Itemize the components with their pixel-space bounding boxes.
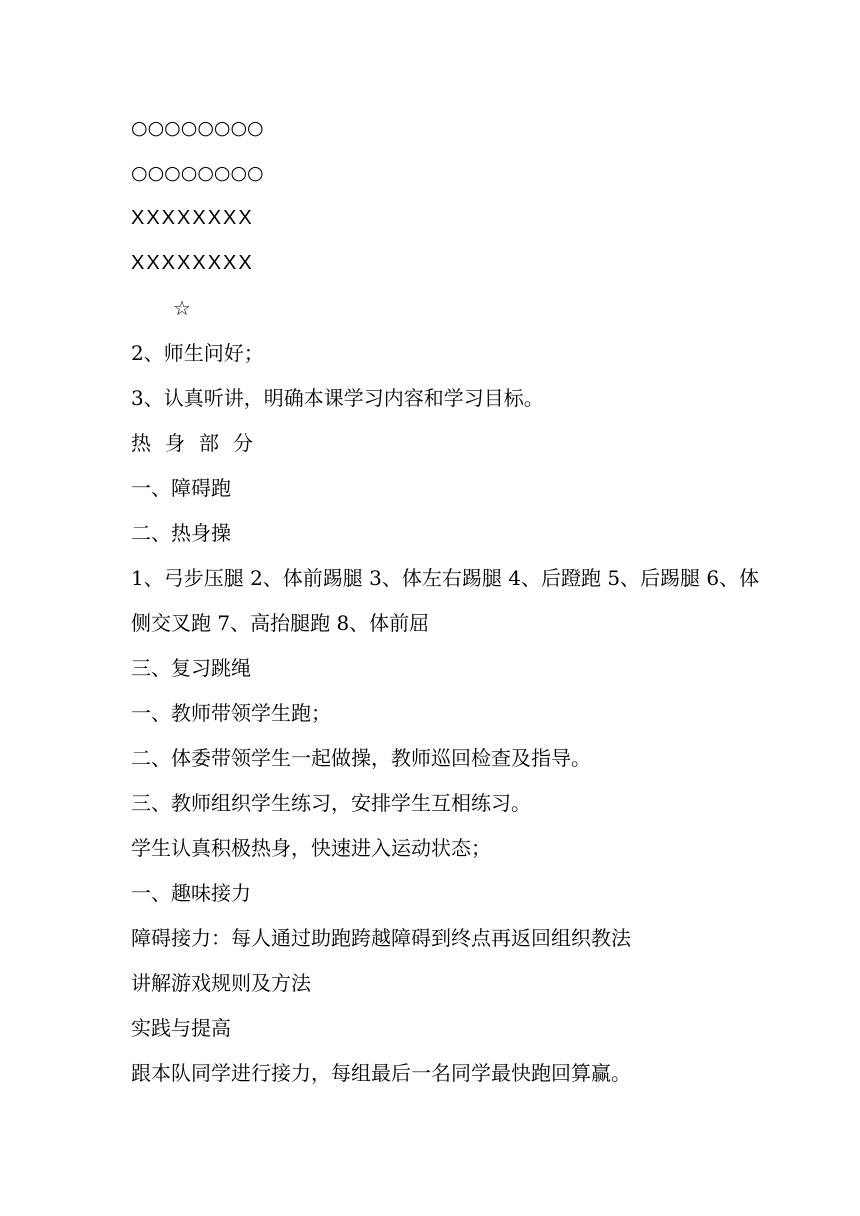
text-line: 二、热身操 xyxy=(131,521,231,545)
document-body xyxy=(131,110,771,1100)
text-line: 三、教师组织学生练习，安排学生互相练习。 xyxy=(131,791,531,815)
text-line: 障碍接力：每人通过助跑跨越障碍到终点再返回组织教法 xyxy=(131,926,631,950)
formation-row-students-1: ○○○○○○○○ xyxy=(131,117,264,139)
text-line: 学生认真积极热身，快速进入运动状态； xyxy=(131,836,491,860)
text-line: 一、障碍跑 xyxy=(131,476,231,500)
text-line: 三、复习跳绳 xyxy=(131,656,251,680)
formation-row-students-3: XXXXXXXX xyxy=(131,207,254,229)
text-line: 二、体委带领学生一起做操，教师巡回检查及指导。 xyxy=(131,746,591,770)
section-heading-warmup: 热身部分 xyxy=(131,431,267,455)
formation-row-students-4: XXXXXXXX xyxy=(131,252,254,274)
teacher-star-mark: ☆ xyxy=(173,296,191,320)
formation-row-students-2: ○○○○○○○○ xyxy=(131,162,264,184)
exercise-list-paragraph: 1、弓步压腿 2、体前踢腿 3、体左右踢腿 4、后蹬跑 5、后踢腿 6、体侧交叉跑 7、高抬腿跑 8、体前屈 xyxy=(131,566,760,635)
text-line: 实践与提高 xyxy=(131,1016,231,1040)
text-line: 一、趣味接力 xyxy=(131,881,251,905)
text-line: 3、认真听讲，明确本课学习内容和学习目标。 xyxy=(131,386,544,410)
text-line: 一、教师带领学生跑； xyxy=(131,701,331,725)
text-line: 讲解游戏规则及方法 xyxy=(131,971,311,995)
text-line: 跟本队同学进行接力，每组最后一名同学最快跑回算赢。 xyxy=(131,1061,631,1085)
text-line: 2、师生问好； xyxy=(131,341,264,365)
